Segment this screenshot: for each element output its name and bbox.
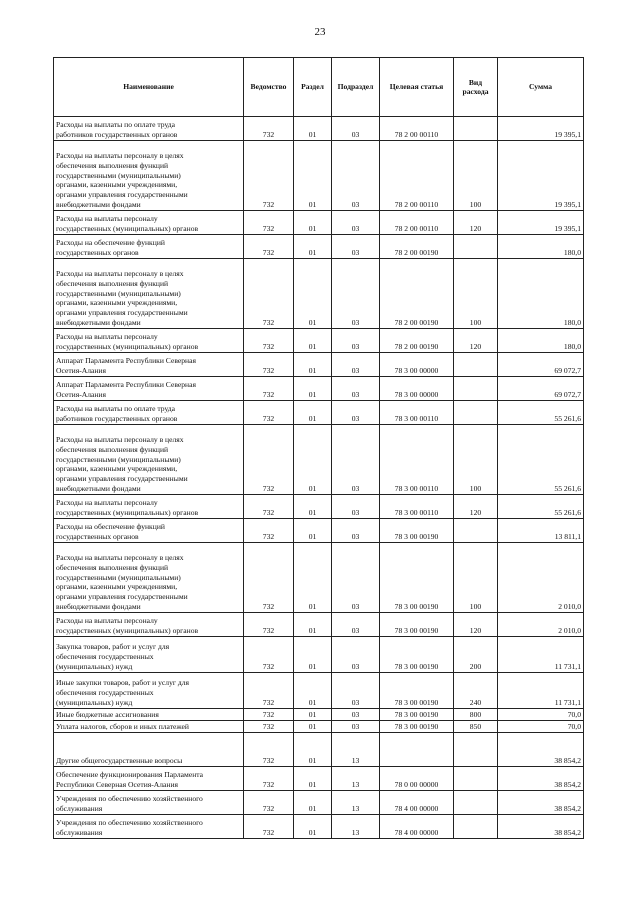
- row-type-cell: 120: [454, 329, 498, 353]
- row-subsection-cell: 03: [332, 425, 380, 495]
- table-row: [54, 425, 584, 495]
- row-target-cell: 78 2 00 00190: [380, 235, 454, 259]
- row-dept-cell: 732: [244, 543, 294, 613]
- row-target-cell: 78 3 00 00190: [380, 637, 454, 673]
- row-subsection-cell: 13: [332, 767, 380, 791]
- row-target-cell: 78 2 00 00190: [380, 259, 454, 329]
- row-subsection-cell: 03: [332, 259, 380, 329]
- row-dept-cell: 732: [244, 141, 294, 211]
- row-type-cell: 100: [454, 425, 498, 495]
- row-target-cell: 78 3 00 00190: [380, 709, 454, 721]
- row-sum-cell: 2 010,0: [498, 543, 584, 613]
- header-type: Вид расхода: [454, 58, 498, 117]
- row-sum-cell: 38 854,2: [498, 815, 584, 839]
- row-name-cell: Обеспечение функционирования Парламента Республики Северная Осетия-Алания: [54, 767, 244, 791]
- row-subsection-cell: 13: [332, 791, 380, 815]
- table-row: [54, 377, 584, 401]
- row-name-cell: Расходы на выплаты по оплате труда работников государственных органов: [54, 117, 244, 141]
- table-row: [54, 141, 584, 211]
- row-subsection-cell: 03: [332, 329, 380, 353]
- row-section-cell: 01: [294, 791, 332, 815]
- header-subsection: Подраздел: [332, 58, 380, 117]
- row-subsection-cell: 03: [332, 401, 380, 425]
- table-row: [54, 733, 584, 767]
- row-type-cell: 200: [454, 637, 498, 673]
- header-target: Целевая статья: [380, 58, 454, 117]
- row-section-cell: 01: [294, 543, 332, 613]
- row-dept-cell: 732: [244, 329, 294, 353]
- row-type-cell: 240: [454, 673, 498, 709]
- row-subsection-cell: 03: [332, 673, 380, 709]
- row-dept-cell: 732: [244, 377, 294, 401]
- row-subsection-cell: 03: [332, 495, 380, 519]
- row-subsection-cell: 03: [332, 709, 380, 721]
- row-name-cell: Расходы на выплаты персоналу в целях обеспечения выполнения функций государственными (муниципальными) органами, казенными учреждениями, органами управления государственными внебюджетными фондами: [54, 259, 244, 329]
- row-target-cell: 78 3 00 00000: [380, 353, 454, 377]
- row-section-cell: 01: [294, 117, 332, 141]
- row-sum-cell: 69 072,7: [498, 353, 584, 377]
- table-row: [54, 259, 584, 329]
- row-dept-cell: 732: [244, 709, 294, 721]
- row-name-cell: Расходы на выплаты персоналу государственных (муниципальных) органов: [54, 329, 244, 353]
- budget-table: [53, 57, 584, 839]
- row-dept-cell: 732: [244, 235, 294, 259]
- row-subsection-cell: 03: [332, 211, 380, 235]
- row-name-cell: Аппарат Парламента Республики Северная Осетия-Алания: [54, 377, 244, 401]
- table-row: [54, 721, 584, 733]
- row-target-cell: 78 3 00 00190: [380, 613, 454, 637]
- row-type-cell: 100: [454, 141, 498, 211]
- table-row: [54, 637, 584, 673]
- row-section-cell: 01: [294, 709, 332, 721]
- header-sum: Сумма: [498, 58, 584, 117]
- row-section-cell: 01: [294, 733, 332, 767]
- table-row: [54, 235, 584, 259]
- row-target-cell: 78 0 00 00000: [380, 767, 454, 791]
- row-section-cell: 01: [294, 815, 332, 839]
- row-target-cell: 78 2 00 00110: [380, 141, 454, 211]
- row-dept-cell: 732: [244, 673, 294, 709]
- row-type-cell: 800: [454, 709, 498, 721]
- row-dept-cell: 732: [244, 721, 294, 733]
- table-row: [54, 673, 584, 709]
- row-target-cell: 78 3 00 00000: [380, 377, 454, 401]
- row-sum-cell: 69 072,7: [498, 377, 584, 401]
- header-name: Наименование: [54, 58, 244, 117]
- row-dept-cell: 732: [244, 117, 294, 141]
- row-target-cell: 78 3 00 00110: [380, 401, 454, 425]
- table-row: [54, 709, 584, 721]
- table-row: [54, 815, 584, 839]
- row-name-cell: Учреждения по обеспечению хозяйственного обслуживания: [54, 791, 244, 815]
- row-section-cell: 01: [294, 377, 332, 401]
- row-sum-cell: 2 010,0: [498, 613, 584, 637]
- row-type-cell: [454, 815, 498, 839]
- table-row: [54, 543, 584, 613]
- row-name-cell: Уплата налогов, сборов и иных платежей: [54, 721, 244, 733]
- row-subsection-cell: 03: [332, 721, 380, 733]
- row-type-cell: [454, 377, 498, 401]
- row-name-cell: Иные бюджетные ассигнования: [54, 709, 244, 721]
- row-target-cell: 78 3 00 00190: [380, 721, 454, 733]
- row-dept-cell: 732: [244, 259, 294, 329]
- table-row: [54, 329, 584, 353]
- row-section-cell: 01: [294, 401, 332, 425]
- row-type-cell: [454, 117, 498, 141]
- row-section-cell: 01: [294, 495, 332, 519]
- row-dept-cell: 732: [244, 495, 294, 519]
- row-subsection-cell: 03: [332, 235, 380, 259]
- row-type-cell: [454, 767, 498, 791]
- row-target-cell: [380, 733, 454, 767]
- row-name-cell: Расходы на выплаты персоналу государственных (муниципальных) органов: [54, 211, 244, 235]
- row-name-cell: Другие общегосударственные вопросы: [54, 733, 244, 767]
- table-row: [54, 519, 584, 543]
- row-type-cell: 100: [454, 543, 498, 613]
- row-section-cell: 01: [294, 425, 332, 495]
- table-row: [54, 495, 584, 519]
- row-target-cell: 78 3 00 00110: [380, 425, 454, 495]
- row-name-cell: Учреждения по обеспечению хозяйственного обслуживания: [54, 815, 244, 839]
- row-name-cell: Расходы на выплаты персоналу государственных (муниципальных) органов: [54, 613, 244, 637]
- row-type-cell: 100: [454, 259, 498, 329]
- row-subsection-cell: 03: [332, 117, 380, 141]
- row-dept-cell: 732: [244, 791, 294, 815]
- row-subsection-cell: 03: [332, 613, 380, 637]
- row-name-cell: Расходы на обеспечение функций государственных органов: [54, 519, 244, 543]
- row-target-cell: 78 4 00 00000: [380, 791, 454, 815]
- row-sum-cell: 19 395,1: [498, 117, 584, 141]
- row-subsection-cell: 03: [332, 637, 380, 673]
- row-sum-cell: 13 811,1: [498, 519, 584, 543]
- row-type-cell: 850: [454, 721, 498, 733]
- row-type-cell: [454, 791, 498, 815]
- row-sum-cell: 180,0: [498, 235, 584, 259]
- row-type-cell: [454, 519, 498, 543]
- row-sum-cell: 38 854,2: [498, 767, 584, 791]
- row-target-cell: 78 3 00 00190: [380, 543, 454, 613]
- row-type-cell: [454, 353, 498, 377]
- row-sum-cell: 55 261,6: [498, 495, 584, 519]
- table-row: [54, 791, 584, 815]
- row-type-cell: [454, 235, 498, 259]
- row-section-cell: 01: [294, 353, 332, 377]
- header-dept: Ведомство: [244, 58, 294, 117]
- table-header-row: [54, 58, 584, 117]
- row-target-cell: 78 3 00 00190: [380, 519, 454, 543]
- row-sum-cell: 11 731,1: [498, 673, 584, 709]
- table-row: [54, 613, 584, 637]
- row-name-cell: Расходы на выплаты персоналу государственных (муниципальных) органов: [54, 495, 244, 519]
- table-row: [54, 353, 584, 377]
- page-number: 23: [314, 26, 326, 38]
- row-subsection-cell: 03: [332, 141, 380, 211]
- row-sum-cell: 180,0: [498, 329, 584, 353]
- row-dept-cell: 732: [244, 353, 294, 377]
- row-section-cell: 01: [294, 141, 332, 211]
- row-subsection-cell: 03: [332, 543, 380, 613]
- row-section-cell: 01: [294, 767, 332, 791]
- row-type-cell: [454, 733, 498, 767]
- row-subsection-cell: 13: [332, 815, 380, 839]
- row-dept-cell: 732: [244, 211, 294, 235]
- row-subsection-cell: 03: [332, 519, 380, 543]
- row-name-cell: Аппарат Парламента Республики Северная Осетия-Алания: [54, 353, 244, 377]
- row-section-cell: 01: [294, 673, 332, 709]
- row-section-cell: 01: [294, 329, 332, 353]
- row-sum-cell: 70,0: [498, 709, 584, 721]
- row-sum-cell: 70,0: [498, 721, 584, 733]
- row-dept-cell: 732: [244, 733, 294, 767]
- row-section-cell: 01: [294, 613, 332, 637]
- row-name-cell: Расходы на выплаты персоналу в целях обеспечения выполнения функций государственными (муниципальными) органами, казенными учреждениями, органами управления государственными внебюджетными фондами: [54, 425, 244, 495]
- row-dept-cell: 732: [244, 815, 294, 839]
- row-section-cell: 01: [294, 259, 332, 329]
- row-type-cell: 120: [454, 613, 498, 637]
- row-subsection-cell: 13: [332, 733, 380, 767]
- row-dept-cell: 732: [244, 767, 294, 791]
- row-section-cell: 01: [294, 519, 332, 543]
- row-sum-cell: 11 731,1: [498, 637, 584, 673]
- row-dept-cell: 732: [244, 401, 294, 425]
- row-dept-cell: 732: [244, 519, 294, 543]
- row-target-cell: 78 3 00 00110: [380, 495, 454, 519]
- table-row: [54, 401, 584, 425]
- row-name-cell: Расходы на обеспечение функций государственных органов: [54, 235, 244, 259]
- row-name-cell: Расходы на выплаты персоналу в целях обеспечения выполнения функций государственными (муниципальными) органами, казенными учреждениями, органами управления государственными внебюджетными фондами: [54, 543, 244, 613]
- row-name-cell: Расходы на выплаты персоналу в целях обеспечения выполнения функций государственными (муниципальными) органами, казенными учреждениями, органами управления государственными внебюджетными фондами: [54, 141, 244, 211]
- row-target-cell: 78 3 00 00190: [380, 673, 454, 709]
- row-sum-cell: 38 854,2: [498, 733, 584, 767]
- row-sum-cell: 19 395,1: [498, 141, 584, 211]
- row-dept-cell: 732: [244, 613, 294, 637]
- row-target-cell: 78 2 00 00190: [380, 329, 454, 353]
- row-target-cell: 78 2 00 00110: [380, 117, 454, 141]
- row-subsection-cell: 03: [332, 377, 380, 401]
- row-dept-cell: 732: [244, 637, 294, 673]
- row-sum-cell: 55 261,6: [498, 401, 584, 425]
- table-row: [54, 211, 584, 235]
- table-row: [54, 117, 584, 141]
- row-section-cell: 01: [294, 721, 332, 733]
- row-sum-cell: 180,0: [498, 259, 584, 329]
- row-section-cell: 01: [294, 235, 332, 259]
- row-name-cell: Иные закупки товаров, работ и услуг для обеспечения государственных (муниципальных) нужд: [54, 673, 244, 709]
- row-name-cell: Закупка товаров, работ и услуг для обеспечения государственных (муниципальных) нужд: [54, 637, 244, 673]
- header-section: Раздел: [294, 58, 332, 117]
- row-name-cell: Расходы на выплаты по оплате труда работников государственных органов: [54, 401, 244, 425]
- row-sum-cell: 38 854,2: [498, 791, 584, 815]
- row-section-cell: 01: [294, 211, 332, 235]
- row-target-cell: 78 4 00 00000: [380, 815, 454, 839]
- row-section-cell: 01: [294, 637, 332, 673]
- row-sum-cell: 19 395,1: [498, 211, 584, 235]
- row-type-cell: 120: [454, 495, 498, 519]
- table-body: [54, 117, 584, 839]
- row-subsection-cell: 03: [332, 353, 380, 377]
- row-sum-cell: 55 261,6: [498, 425, 584, 495]
- table-row: [54, 767, 584, 791]
- row-type-cell: [454, 401, 498, 425]
- row-type-cell: 120: [454, 211, 498, 235]
- row-target-cell: 78 2 00 00110: [380, 211, 454, 235]
- row-dept-cell: 732: [244, 425, 294, 495]
